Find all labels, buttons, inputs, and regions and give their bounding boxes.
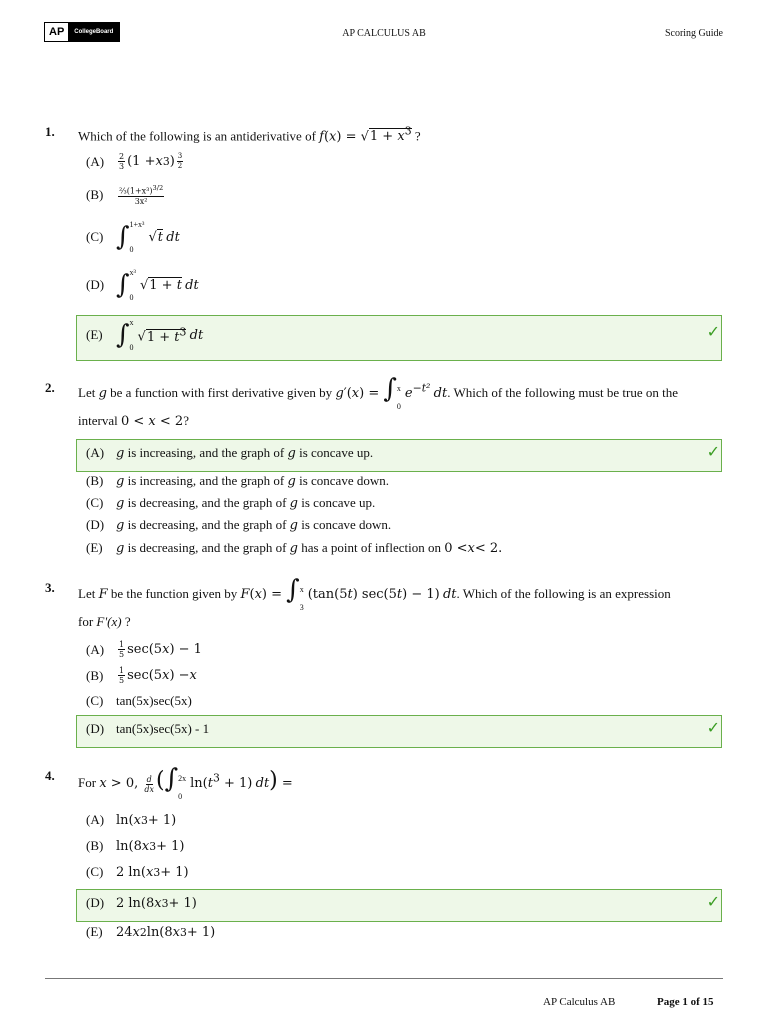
question-2-stem-line2: interval 0 < x < 2? (78, 413, 189, 429)
question-4-stem: For x > 0, $\frac{d}{dx}$ (∫ 2x 0 $\ln(t^3 + 1) dt$) = (78, 764, 293, 802)
question-1-stem-text: Which of the following is an antiderivative of (78, 128, 316, 144)
q3-option-a[interactable]: (A) $\frac{1}{5}$ sec(5 x ) − 1 (86, 640, 202, 659)
q1-option-c[interactable]: (C) ∫ 1+x³ 0 √t dt (86, 220, 180, 254)
q2-option-d[interactable]: (D) g is decreasing, and the graph of g is concave down. (86, 517, 392, 533)
question-3-number: 3. (45, 580, 55, 595)
footer-page: Page 1 of 15 (657, 996, 714, 1008)
logo-collegeboard: CollegeBoard (68, 23, 119, 41)
q4-option-d[interactable]: (D) 2 ln(8 x 3 + 1) (86, 895, 197, 911)
q1-option-d[interactable]: (D) ∫ x³ 0 √1 + t dt (86, 268, 199, 302)
question-2-stem: Let g be a function with first derivative given by g′(x) = ∫ x 0 $e^{-t^2}$ dt. Which of the following must be true on the (78, 374, 679, 412)
question-1-number: 1. (45, 124, 55, 139)
question-2-number: 2. (45, 380, 55, 395)
q3-option-b[interactable]: (B) $\frac{1}{5}$ sec(5 x ) − x (86, 666, 197, 685)
footer-divider (45, 978, 723, 979)
q2-option-c[interactable]: (C) g is decreasing, and the graph of g is concave up. (86, 495, 376, 511)
q3-option-c[interactable]: (C) tan(5x)sec(5x) (86, 693, 192, 708)
q4-option-e[interactable]: (E) 24 x 2 ln(8 x 3 + 1) (86, 924, 216, 940)
q4-option-a[interactable]: (A) ln( x 3 + 1) (86, 812, 177, 828)
question-3-stem-line2: for F'(x) ? (78, 614, 131, 629)
header-title: AP CALCULUS AB (342, 28, 426, 39)
question-1-stem: Which of the following is an antiderivative of $f(x) = √1 + x^3$ ? (78, 125, 421, 145)
q2-option-a[interactable]: (A) g is increasing, and the graph of g is concave up. (86, 445, 374, 461)
q1-option-e[interactable]: (E) ∫ x 0 $√1 + t^3$ dt (86, 318, 204, 352)
footer-course: AP Calculus AB (543, 996, 616, 1008)
logo-ap: AP (45, 23, 68, 41)
q2-option-b[interactable]: (B) g is increasing, and the graph of g is concave down. (86, 473, 389, 489)
question-4-number: 4. (45, 768, 55, 783)
q1-option-b[interactable]: (B) $\frac{\frac{2}{3}(1+x^3)^{3/2}}{\text{3x²}}$ (86, 184, 164, 206)
q3-option-d[interactable]: (D) tan(5x)sec(5x) - 1 (86, 721, 210, 736)
q2-option-e[interactable]: (E) g is decreasing, and the graph of g has a point of inflection on 0 < x < 2. (86, 540, 503, 556)
question-3-stem: Let F be the function given by F(x) = ∫ x 3 (tan(5t) sec(5t) − 1) dt. Which of the following is an expression (78, 575, 671, 613)
q4-option-b[interactable]: (B) ln(8 x 3 + 1) (86, 838, 185, 854)
q1-option-a[interactable]: (A) $\frac{2}{3}$ (1 + x 3 ) $\frac{3}{2}$ (86, 152, 183, 171)
q1-check-icon: ✓ (706, 322, 720, 341)
q2-check-icon: ✓ (706, 442, 720, 461)
q4-check-icon: ✓ (706, 892, 720, 911)
header-right: Scoring Guide (664, 28, 723, 39)
q4-option-c[interactable]: (C) 2 ln( x 3 + 1) (86, 864, 189, 880)
q3-check-icon: ✓ (706, 718, 720, 737)
